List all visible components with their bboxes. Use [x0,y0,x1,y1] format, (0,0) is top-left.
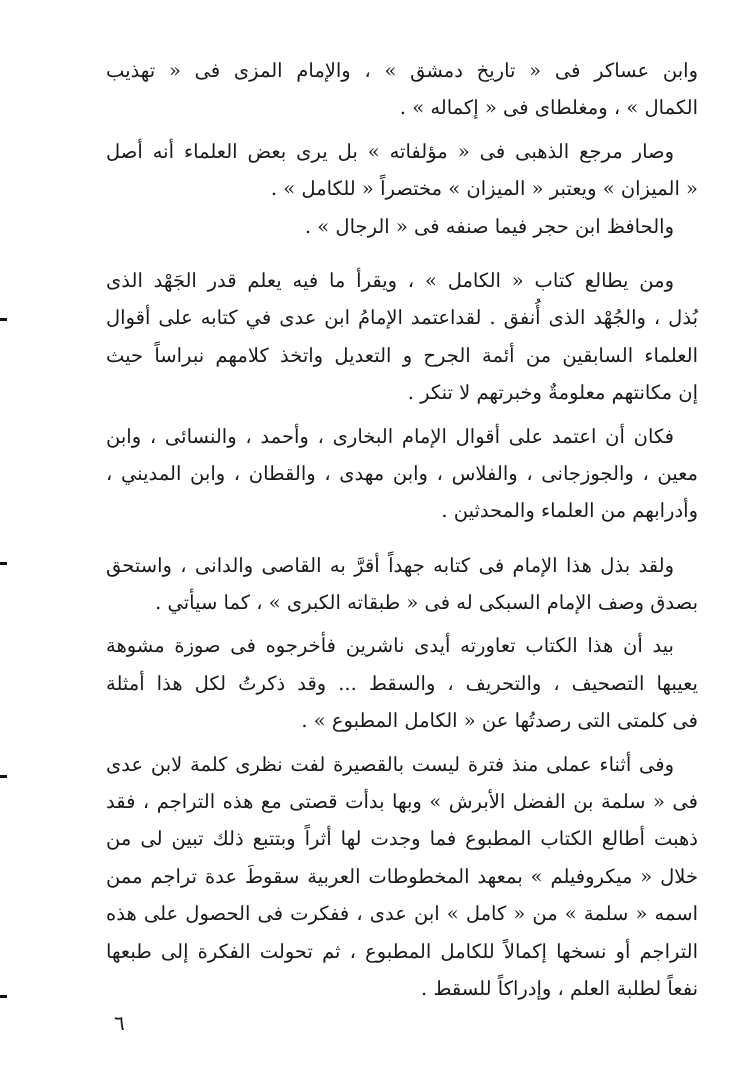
margin-mark [0,318,7,321]
paragraph [106,133,698,208]
paragraph [106,208,698,245]
paragraph-gap [106,530,698,547]
text-line: فى كلمتى التى رصدتُها عن « الكامل المطبوع » . [301,709,698,733]
text-line: بُذل ، والجُهْد الذى أُنفق . لقداعتمد الإمامُ ابن عدى في كتابه على أقوال [106,306,698,330]
paragraph [106,52,698,127]
text-line: ومن يطالع كتاب « الكامل » ، ويقرأ ما فيه يعلم قدر الجَهْد الذى [106,268,674,292]
text-line: بيد أن هذا الكتاب تعاورته أيدى ناشرين فأخرجوه فى صوزة مشوهة [106,634,674,658]
page-number: ٦ [114,1011,125,1035]
text-line: وصار مرجع الذهبى فى « مؤلفاته » بل يرى بعض العلماء أنه أصل [106,139,674,163]
text-line: فكان أن اعتمد على أقوال الإمام البخارى ، وأحمد ، والنسائى ، وابن [106,424,674,448]
margin-mark [0,775,7,778]
paragraph [106,418,698,530]
paragraph [106,547,698,622]
text-line: خلال « ميكروفيلم » بمعهد المخطوطات العربية سقوطَ عدة تراجم ممن [106,864,698,888]
text-line: بصدق وصف الإمام السبكى له فى « طبقاته الكبرى » ، كما سيأتي . [155,591,698,615]
text-line: فى « سلمة بن الفضل الأبرش » وبها بدأت قصتى مع هذه التراجم ، فقد [106,790,698,814]
text-line: والحافظ ابن حجر فيما صنفه فى « الرجال » . [304,214,674,238]
text-line: يعيبها التصحيف ، والتحريف ، والسقط ... وقد ذكرتُ لكل هذا أمثلة [106,671,698,695]
text-line: العلماء السابقين من أئمة الجرح و التعديل واتخذ كلامهم نبراساً حيث [106,343,698,367]
margin-mark [0,562,7,565]
text-line: ذهبت أطالع الكتاب المطبوع فما وجدت لها أثراً وبتتبع ذلك تبين لى من [106,827,698,851]
text-line: الكمال » ، ومغلطاى فى « إكماله » . [399,96,698,120]
text-line: وابن عساكر فى « تاريخ دمشق » ، والإمام المزى فى « تهذيب [106,59,698,82]
page-body [106,52,698,1007]
text-line: إن مكانتهم معلومةٌ وخبرتهم لا تنكر . [407,381,698,405]
paragraph [106,262,698,412]
text-line: ولقد بذل هذا الإمام فى كتابه جهداً أقرَّ به القاصى والدانى ، واستحق [106,553,674,577]
margin-mark [0,995,7,998]
text-line: نفعاً لطلبة العلم ، وإدراكاً للسقط . [421,976,698,1000]
text-line: اسمه « سلمة » من « كامل » ابن عدى ، ففكرت فى الحصول على هذه [106,902,698,926]
text-line: وفى أثناء عملى منذ فترة ليست بالقصيرة لفت نظرى كلمة لابن عدى [106,752,674,776]
paragraph-gap [106,245,698,262]
paragraph [106,746,698,1008]
text-line: التراجم أو نسخها إكمالاً للكامل المطبوع ، ثم تحولت الفكرة إلى طبعها [106,939,698,963]
paragraph [106,627,698,739]
text-line: وأدرابهم من العلماء والمحدثين . [441,499,698,523]
text-line: معين ، والجوزجانى ، والفلاس ، وابن مهدى ، والقطان ، وابن المديني ، [106,461,698,485]
text-line: « الميزان » ويعتبر « الميزان » مختصراً « للكامل » . [270,177,698,201]
